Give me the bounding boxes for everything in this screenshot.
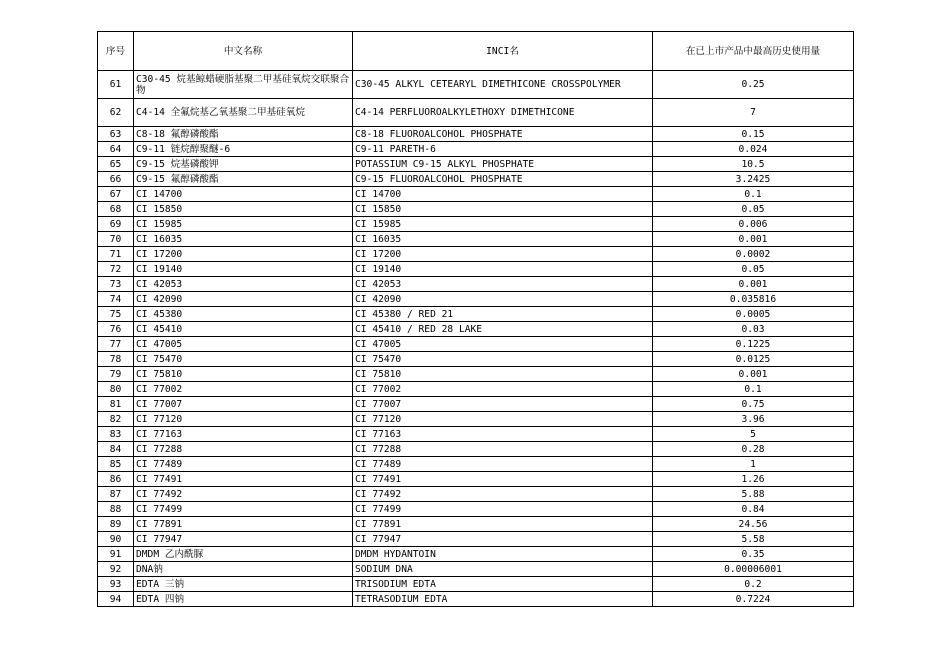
cell-no: 88 [98, 502, 134, 517]
table-row [98, 472, 854, 487]
table-row [98, 292, 854, 307]
cell-chinese-name: C9-11 链烷醇聚醚-6 [134, 142, 353, 157]
header-chinese-name: 中文名称 [134, 32, 353, 71]
table-row [98, 592, 854, 607]
table-row [98, 442, 854, 457]
cell-no: 79 [98, 367, 134, 382]
cell-max-usage: 0.00006001 [653, 562, 854, 577]
table-row [98, 517, 854, 532]
cell-inci: CI 17200 [353, 247, 653, 262]
cell-chinese-name: CI 45380 [134, 307, 353, 322]
cell-max-usage: 0.006 [653, 217, 854, 232]
table-row [98, 262, 854, 277]
cell-inci: CI 19140 [353, 262, 653, 277]
cell-inci: CI 47005 [353, 337, 653, 352]
cell-max-usage: 0.001 [653, 232, 854, 247]
cell-inci: CI 15850 [353, 202, 653, 217]
cell-chinese-name: CI 77120 [134, 412, 353, 427]
cell-max-usage: 7 [653, 99, 854, 127]
cell-inci: CI 77947 [353, 532, 653, 547]
cell-chinese-name: CI 77499 [134, 502, 353, 517]
cell-inci: CI 75470 [353, 352, 653, 367]
cell-chinese-name: CI 77288 [134, 442, 353, 457]
cell-inci: CI 77489 [353, 457, 653, 472]
cell-max-usage: 0.15 [653, 127, 854, 142]
cell-chinese-name: DMDM 乙内酰脲 [134, 547, 353, 562]
cell-chinese-name: CI 77002 [134, 382, 353, 397]
header-inci: INCI名 [353, 32, 653, 71]
cell-inci: CI 77492 [353, 487, 653, 502]
cell-inci: CI 15985 [353, 217, 653, 232]
cell-max-usage: 24.56 [653, 517, 854, 532]
cell-max-usage: 0.03 [653, 322, 854, 337]
cell-no: 75 [98, 307, 134, 322]
table-row [98, 577, 854, 592]
table-row [98, 157, 854, 172]
cell-max-usage: 0.75 [653, 397, 854, 412]
cell-no: 92 [98, 562, 134, 577]
cell-inci: CI 45410 / RED 28 LAKE [353, 322, 653, 337]
table-row [98, 307, 854, 322]
table-row [98, 367, 854, 382]
cell-inci: CI 45380 / RED 21 [353, 307, 653, 322]
cell-chinese-name: CI 77891 [134, 517, 353, 532]
table-row [98, 247, 854, 262]
cell-max-usage: 0.2 [653, 577, 854, 592]
cell-inci: C9-11 PARETH-6 [353, 142, 653, 157]
cell-max-usage: 1 [653, 457, 854, 472]
cell-no: 84 [98, 442, 134, 457]
cell-chinese-name: CI 42090 [134, 292, 353, 307]
table-row [98, 532, 854, 547]
table-row [98, 127, 854, 142]
cell-inci: CI 77002 [353, 382, 653, 397]
cell-max-usage: 0.024 [653, 142, 854, 157]
cell-inci: CI 16035 [353, 232, 653, 247]
cell-max-usage: 0.35 [653, 547, 854, 562]
cell-no: 74 [98, 292, 134, 307]
cell-no: 68 [98, 202, 134, 217]
cell-no: 82 [98, 412, 134, 427]
cell-max-usage: 5.88 [653, 487, 854, 502]
cell-chinese-name: CI 77007 [134, 397, 353, 412]
cell-no: 94 [98, 592, 134, 607]
table-row [98, 502, 854, 517]
cell-no: 71 [98, 247, 134, 262]
cell-chinese-name: C4-14 全氟烷基乙氧基聚二甲基硅氧烷 [134, 99, 353, 127]
cell-inci: CI 42053 [353, 277, 653, 292]
cell-max-usage: 1.26 [653, 472, 854, 487]
cell-chinese-name: DNA钠 [134, 562, 353, 577]
header-max-usage: 在已上市产品中最高历史使用量 [653, 32, 854, 71]
cell-max-usage: 0.7224 [653, 592, 854, 607]
cell-chinese-name: CI 19140 [134, 262, 353, 277]
cell-chinese-name: CI 16035 [134, 232, 353, 247]
table-row [98, 397, 854, 412]
cell-no: 83 [98, 427, 134, 442]
cell-max-usage: 0.0002 [653, 247, 854, 262]
table-row [98, 217, 854, 232]
table-row [98, 487, 854, 502]
cell-no: 64 [98, 142, 134, 157]
cell-chinese-name: CI 47005 [134, 337, 353, 352]
cell-chinese-name: EDTA 四钠 [134, 592, 353, 607]
cell-no: 62 [98, 99, 134, 127]
cell-inci: C8-18 FLUOROALCOHOL PHOSPHATE [353, 127, 653, 142]
cell-no: 61 [98, 71, 134, 99]
cell-max-usage: 0.0125 [653, 352, 854, 367]
table-row [98, 232, 854, 247]
cell-chinese-name: CI 42053 [134, 277, 353, 292]
cell-inci: CI 77007 [353, 397, 653, 412]
cell-max-usage: 0.001 [653, 277, 854, 292]
cell-max-usage: 0.1 [653, 187, 854, 202]
cell-chinese-name: CI 45410 [134, 322, 353, 337]
cell-inci: SODIUM DNA [353, 562, 653, 577]
header-row [98, 32, 854, 71]
cell-chinese-name: CI 15850 [134, 202, 353, 217]
cell-max-usage: 3.2425 [653, 172, 854, 187]
cell-no: 90 [98, 532, 134, 547]
cell-no: 77 [98, 337, 134, 352]
cell-inci: POTASSIUM C9-15 ALKYL PHOSPHATE [353, 157, 653, 172]
cell-inci: CI 77120 [353, 412, 653, 427]
cell-no: 87 [98, 487, 134, 502]
cell-chinese-name: CI 75470 [134, 352, 353, 367]
cell-max-usage: 0.05 [653, 202, 854, 217]
cell-no: 81 [98, 397, 134, 412]
cell-inci: CI 75810 [353, 367, 653, 382]
table-row [98, 187, 854, 202]
cell-max-usage: 10.5 [653, 157, 854, 172]
cell-no: 73 [98, 277, 134, 292]
cell-no: 86 [98, 472, 134, 487]
cell-no: 66 [98, 172, 134, 187]
cell-chinese-name: CI 75810 [134, 367, 353, 382]
cell-max-usage: 5 [653, 427, 854, 442]
table-row [98, 352, 854, 367]
cell-max-usage: 0.84 [653, 502, 854, 517]
cell-no: 70 [98, 232, 134, 247]
cell-chinese-name: CI 77947 [134, 532, 353, 547]
cell-inci: C9-15 FLUOROALCOHOL PHOSPHATE [353, 172, 653, 187]
cell-chinese-name: C30-45 烷基鲸蜡硬脂基聚二甲基硅氧烷交联聚合物 [134, 71, 353, 99]
cell-max-usage: 3.96 [653, 412, 854, 427]
cell-chinese-name: C9-15 烷基磷酸钾 [134, 157, 353, 172]
table-row [98, 142, 854, 157]
table-row [98, 562, 854, 577]
table-row [98, 382, 854, 397]
table-row [98, 457, 854, 472]
cell-inci: CI 77499 [353, 502, 653, 517]
cell-chinese-name: CI 14700 [134, 187, 353, 202]
table-row [98, 277, 854, 292]
cell-no: 93 [98, 577, 134, 592]
cell-max-usage: 0.05 [653, 262, 854, 277]
cell-no: 80 [98, 382, 134, 397]
cell-max-usage: 0.001 [653, 367, 854, 382]
cell-no: 76 [98, 322, 134, 337]
cell-chinese-name: CI 17200 [134, 247, 353, 262]
header-no: 序号 [98, 32, 134, 71]
cell-max-usage: 5.58 [653, 532, 854, 547]
cell-max-usage: 0.1 [653, 382, 854, 397]
cell-no: 89 [98, 517, 134, 532]
cell-chinese-name: CI 77492 [134, 487, 353, 502]
cell-chinese-name: CI 77489 [134, 457, 353, 472]
cell-inci: TRISODIUM EDTA [353, 577, 653, 592]
cell-inci: CI 42090 [353, 292, 653, 307]
cell-max-usage: 0.0005 [653, 307, 854, 322]
cell-chinese-name: C8-18 氟醇磷酸酯 [134, 127, 353, 142]
cell-max-usage: 0.28 [653, 442, 854, 457]
cell-inci: DMDM HYDANTOIN [353, 547, 653, 562]
cell-max-usage: 0.1225 [653, 337, 854, 352]
cell-no: 63 [98, 127, 134, 142]
cell-chinese-name: CI 77163 [134, 427, 353, 442]
table-row [98, 337, 854, 352]
cell-inci: CI 77163 [353, 427, 653, 442]
cell-max-usage: 0.035816 [653, 292, 854, 307]
table-row [98, 322, 854, 337]
cell-inci: CI 77891 [353, 517, 653, 532]
cell-no: 85 [98, 457, 134, 472]
cell-no: 65 [98, 157, 134, 172]
cell-no: 67 [98, 187, 134, 202]
cell-inci: CI 77288 [353, 442, 653, 457]
cell-inci: C30-45 ALKYL CETEARYL DIMETHICONE CROSSPOLYMER [353, 71, 653, 99]
cell-max-usage: 0.25 [653, 71, 854, 99]
cell-no: 91 [98, 547, 134, 562]
table-row [98, 202, 854, 217]
cell-chinese-name: CI 15985 [134, 217, 353, 232]
table-row [98, 99, 854, 127]
table-row [98, 71, 854, 99]
table-row [98, 172, 854, 187]
ingredient-table [97, 31, 854, 607]
cell-inci: TETRASODIUM EDTA [353, 592, 653, 607]
table-row [98, 427, 854, 442]
table-row [98, 547, 854, 562]
cell-no: 69 [98, 217, 134, 232]
cell-chinese-name: C9-15 氟醇磷酸酯 [134, 172, 353, 187]
table-row [98, 412, 854, 427]
cell-no: 78 [98, 352, 134, 367]
cell-inci: CI 14700 [353, 187, 653, 202]
cell-chinese-name: CI 77491 [134, 472, 353, 487]
cell-inci: CI 77491 [353, 472, 653, 487]
cell-chinese-name: EDTA 三钠 [134, 577, 353, 592]
cell-no: 72 [98, 262, 134, 277]
cell-inci: C4-14 PERFLUOROALKYLETHOXY DIMETHICONE [353, 99, 653, 127]
